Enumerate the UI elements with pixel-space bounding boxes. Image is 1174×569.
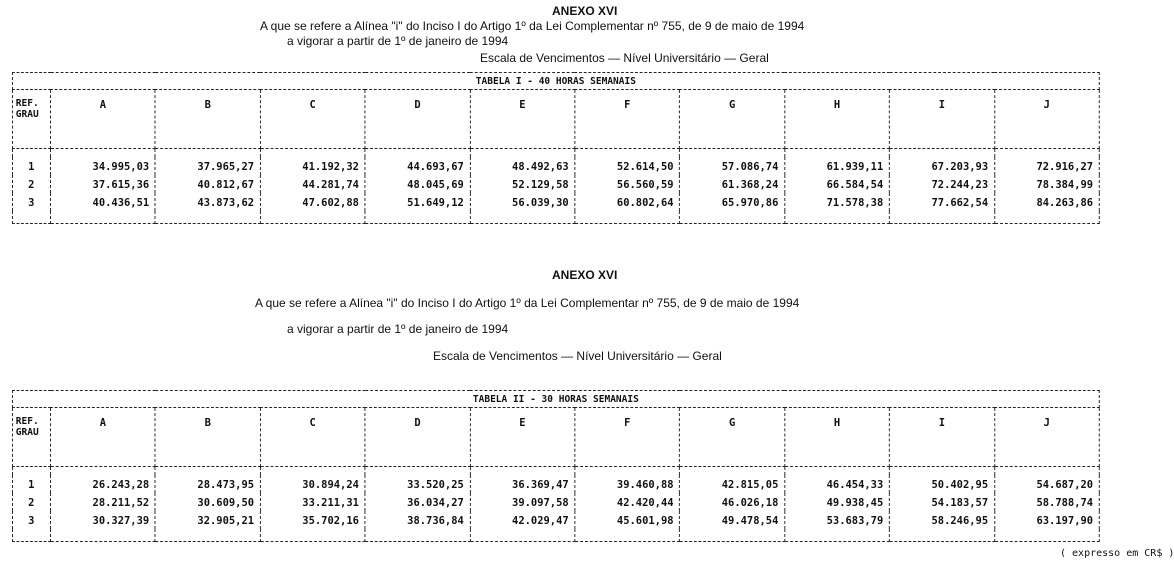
currency-footnote: ( expresso em CR$ ) (1060, 548, 1174, 559)
value-cell: 66.584,54 (785, 175, 890, 193)
column-header: D (365, 90, 470, 149)
value-cell: 36.369,47 (470, 475, 575, 493)
value-cell: 72.244,23 (889, 175, 994, 193)
value-cell: 61.368,24 (680, 175, 785, 193)
value-cell: 37.965,27 (155, 157, 260, 175)
grau-cell: 3 (12, 511, 50, 529)
grau-cell: 2 (12, 175, 50, 193)
value-cell: 30.894,24 (260, 475, 365, 493)
grau-cell: 1 (12, 157, 50, 175)
value-cell: 41.192,32 (260, 157, 365, 175)
value-cell: 48.492,63 (470, 157, 575, 175)
value-cell: 63.197,90 (994, 511, 1099, 529)
value-cell: 28.473,95 (155, 475, 260, 493)
salary-table-40h (12, 72, 1100, 224)
column-header: A (50, 90, 155, 149)
value-cell: 84.263,86 (994, 193, 1099, 211)
value-cell: 72.916,27 (994, 157, 1099, 175)
column-header: C (260, 408, 365, 467)
value-cell: 30.327,39 (50, 511, 155, 529)
annex-title: ANEXO XVI (552, 268, 618, 282)
column-header: H (785, 90, 890, 149)
table-row (12, 475, 1099, 493)
table-row (12, 157, 1099, 175)
annex-line: a vigorar a partir de 1º de janeiro de 1994 (287, 34, 509, 48)
value-cell: 26.243,28 (50, 475, 155, 493)
column-header: C (260, 90, 365, 149)
value-cell: 58.246,95 (889, 511, 994, 529)
column-header: H (785, 408, 890, 467)
value-cell: 36.034,27 (365, 493, 470, 511)
value-cell: 28.211,52 (50, 493, 155, 511)
value-cell: 33.520,25 (365, 475, 470, 493)
ref-grau-header: REF. GRAU (12, 408, 50, 467)
table-row (12, 175, 1099, 193)
value-cell: 54.183,57 (889, 493, 994, 511)
value-cell: 53.683,79 (785, 511, 890, 529)
column-header: I (889, 90, 994, 149)
value-cell: 65.970,86 (680, 193, 785, 211)
value-cell: 37.615,36 (50, 175, 155, 193)
table-row (12, 493, 1099, 511)
value-cell: 35.702,16 (260, 511, 365, 529)
table-title: TABELA II - 30 HORAS SEMANAIS (12, 391, 1099, 408)
value-cell: 30.609,50 (155, 493, 260, 511)
ref-grau-header: REF. GRAU (12, 90, 50, 149)
column-header: G (680, 90, 785, 149)
table-title: TABELA I - 40 HORAS SEMANAIS (12, 73, 1099, 90)
value-cell: 42.029,47 (470, 511, 575, 529)
value-cell: 52.614,50 (575, 157, 680, 175)
value-cell: 40.436,51 (50, 193, 155, 211)
value-cell: 39.097,58 (470, 493, 575, 511)
value-cell: 47.602,88 (260, 193, 365, 211)
grau-cell: 1 (12, 475, 50, 493)
column-header: D (365, 408, 470, 467)
table-row (12, 193, 1099, 211)
value-cell: 50.402,95 (889, 475, 994, 493)
value-cell: 58.788,74 (994, 493, 1099, 511)
value-cell: 51.649,12 (365, 193, 470, 211)
annex-line: A que se refere a Alínea "i" do Inciso I do Artigo 1º da Lei Complementar nº 755, de 9 de maio de 1994 (260, 19, 805, 33)
annex-line: a vigorar a partir de 1º de janeiro de 1994 (287, 322, 509, 336)
value-cell: 33.211,31 (260, 493, 365, 511)
value-cell: 61.939,11 (785, 157, 890, 175)
value-cell: 49.478,54 (680, 511, 785, 529)
column-header: B (155, 408, 260, 467)
value-cell: 42.815,05 (680, 475, 785, 493)
column-header: J (994, 90, 1099, 149)
value-cell: 60.802,64 (575, 193, 680, 211)
value-cell: 52.129,58 (470, 175, 575, 193)
grau-cell: 2 (12, 493, 50, 511)
value-cell: 71.578,38 (785, 193, 890, 211)
value-cell: 44.281,74 (260, 175, 365, 193)
value-cell: 54.687,20 (994, 475, 1099, 493)
value-cell: 38.736,84 (365, 511, 470, 529)
value-cell: 49.938,45 (785, 493, 890, 511)
grau-cell: 3 (12, 193, 50, 211)
column-header: E (470, 408, 575, 467)
value-cell: 78.384,99 (994, 175, 1099, 193)
column-header: F (575, 408, 680, 467)
value-cell: 44.693,67 (365, 157, 470, 175)
annex-line: Escala de Vencimentos — Nível Universitário — Geral (433, 349, 722, 363)
column-header: B (155, 90, 260, 149)
value-cell: 67.203,93 (889, 157, 994, 175)
table-row (12, 511, 1099, 529)
value-cell: 46.026,18 (680, 493, 785, 511)
column-header: G (680, 408, 785, 467)
value-cell: 77.662,54 (889, 193, 994, 211)
column-header: E (470, 90, 575, 149)
column-header: J (994, 408, 1099, 467)
column-header: I (889, 408, 994, 467)
value-cell: 34.995,03 (50, 157, 155, 175)
annex-line: Escala de Vencimentos — Nível Universitário — Geral (480, 51, 769, 65)
value-cell: 45.601,98 (575, 511, 680, 529)
value-cell: 42.420,44 (575, 493, 680, 511)
value-cell: 46.454,33 (785, 475, 890, 493)
value-cell: 48.045,69 (365, 175, 470, 193)
value-cell: 43.873,62 (155, 193, 260, 211)
value-cell: 39.460,88 (575, 475, 680, 493)
value-cell: 32.905,21 (155, 511, 260, 529)
annex-line: A que se refere a Alínea "i" do Inciso I do Artigo 1º da Lei Complementar nº 755, de 9 de maio de 1994 (255, 296, 800, 310)
column-header: F (575, 90, 680, 149)
value-cell: 57.086,74 (680, 157, 785, 175)
column-header: A (50, 408, 155, 467)
value-cell: 56.039,30 (470, 193, 575, 211)
value-cell: 56.560,59 (575, 175, 680, 193)
salary-table-30h (12, 390, 1100, 542)
value-cell: 40.812,67 (155, 175, 260, 193)
annex-title: ANEXO XVI (552, 4, 618, 18)
